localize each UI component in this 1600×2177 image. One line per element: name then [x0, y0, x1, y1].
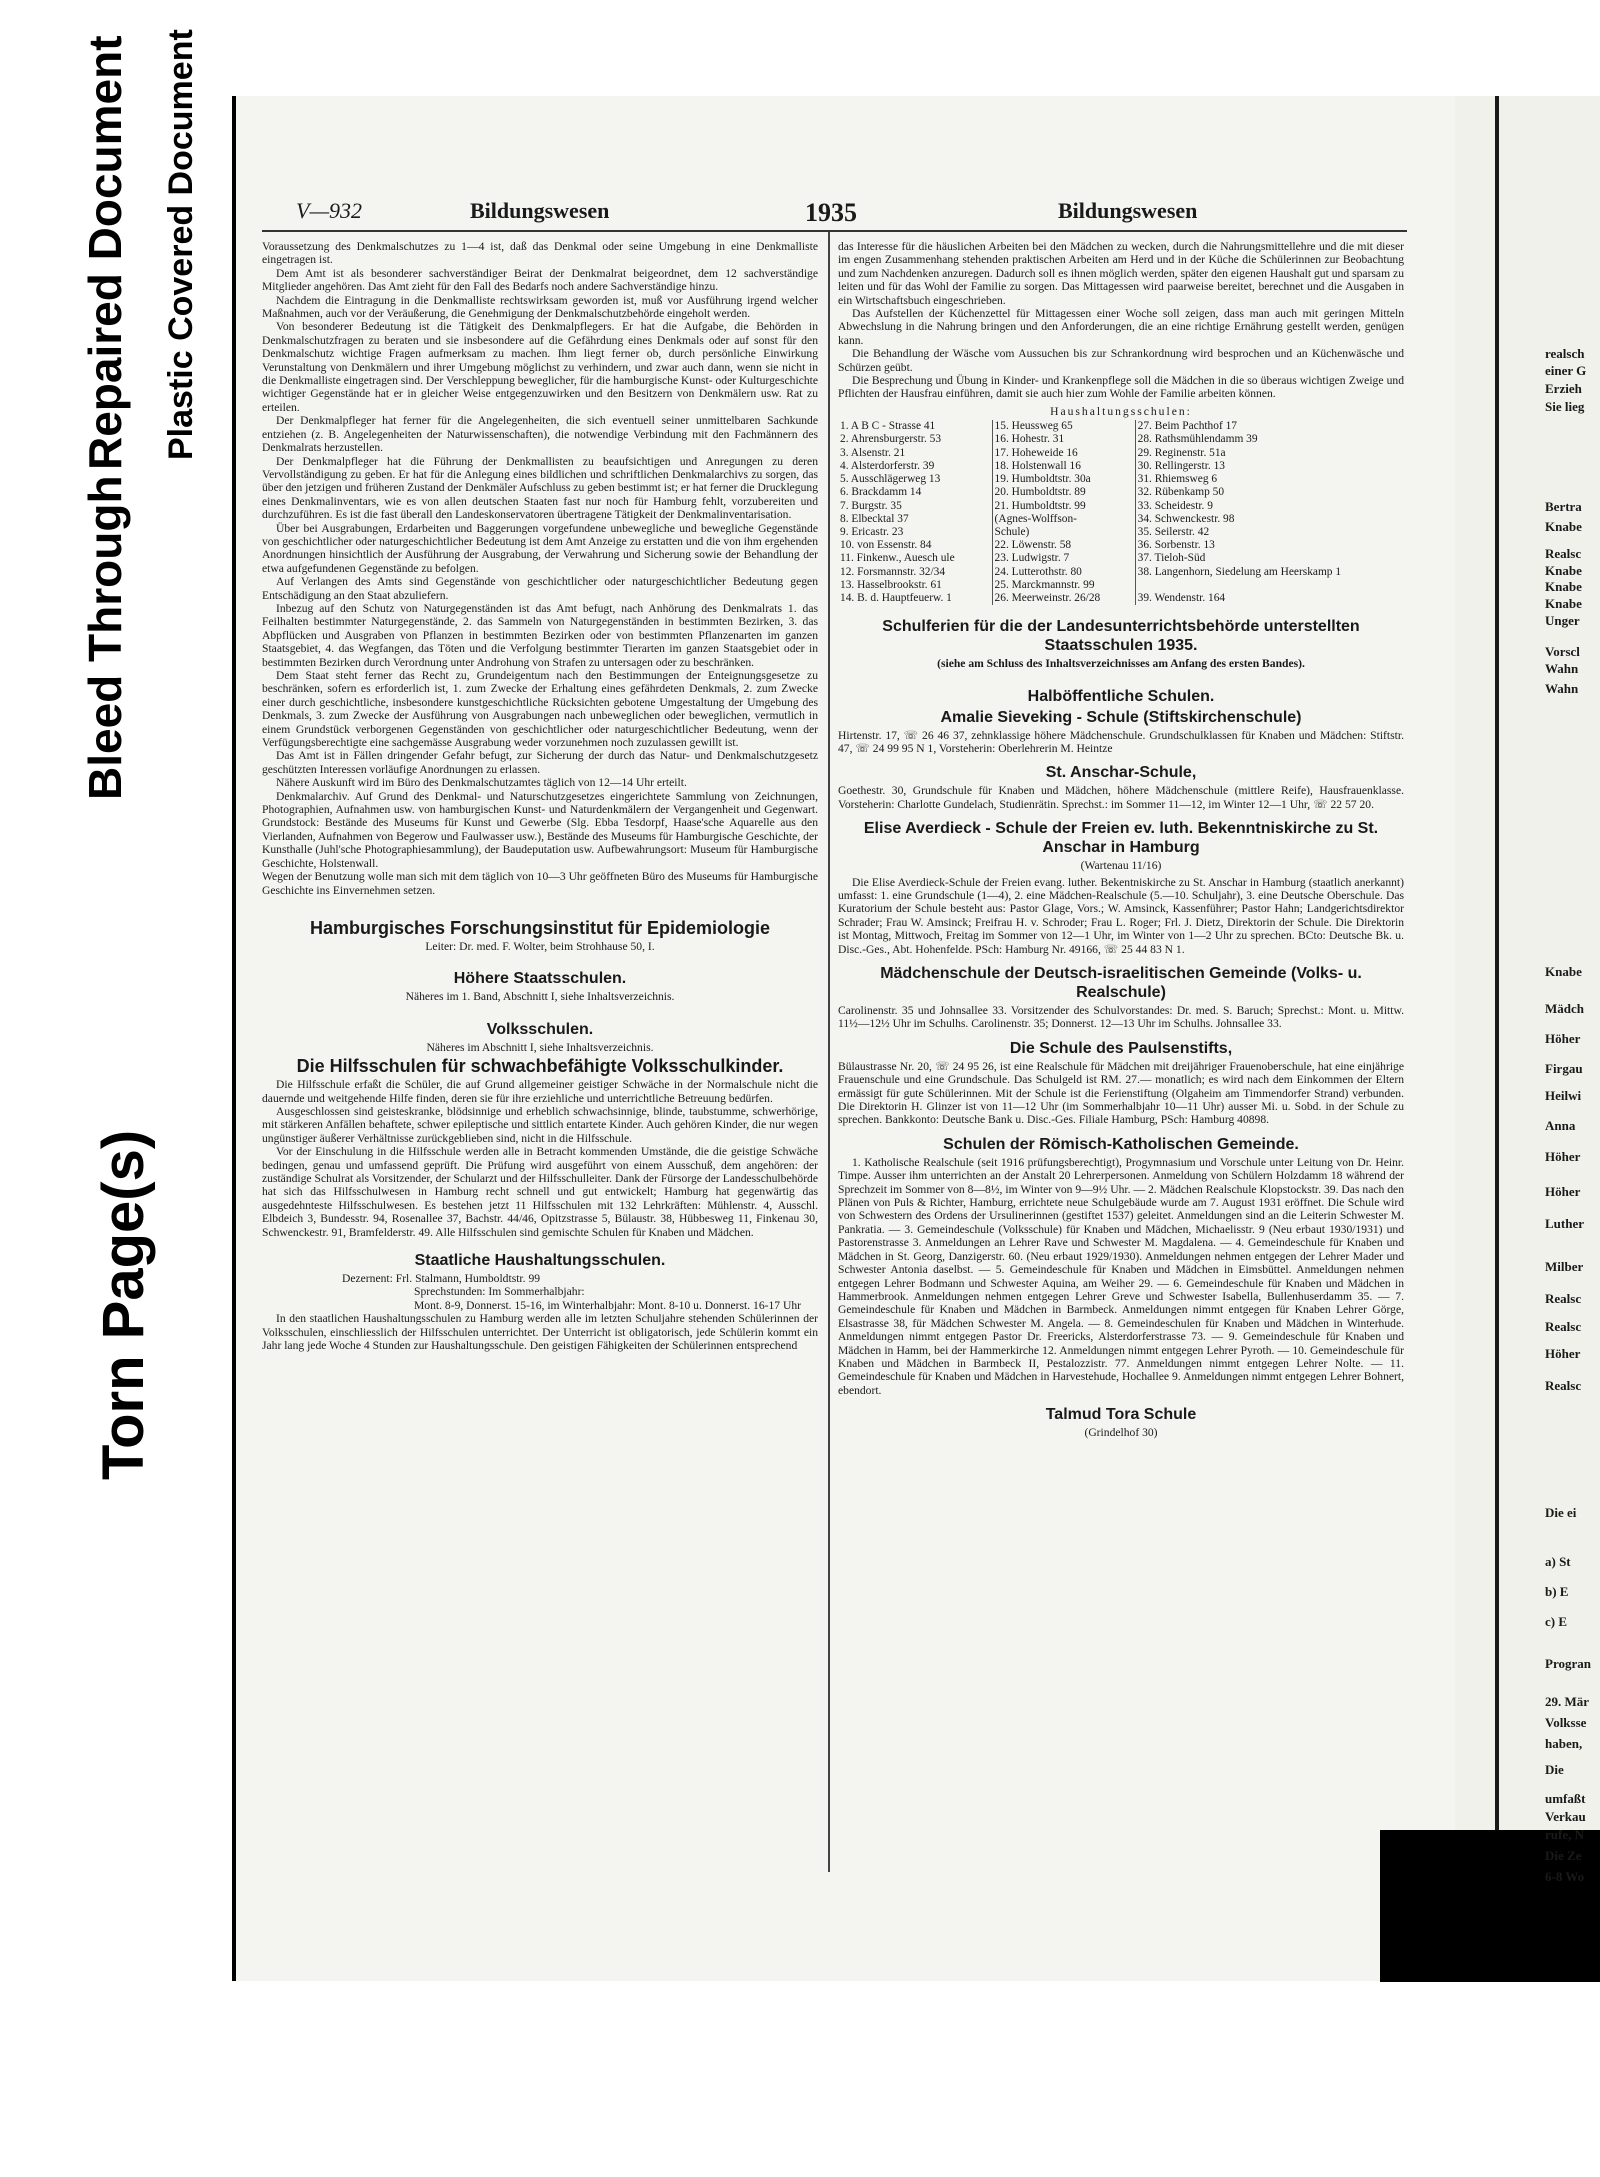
strip-fragment: Unger [1545, 613, 1580, 628]
table-cell: 8. Elbecktal 37 [840, 512, 909, 525]
paragraph: Von besonderer Bedeutung ist die Tätigkeit des Denkmalpflegers. Er hat die Aufgabe, die Behörden in Denkmalschutzfragen zu beraten und sie insbesondere auf die Gefährdung eines Denkmals oder auf sonst für den Denkmalschutz wichtige Fragen aufmerksam zu machen. Ihm liegt ferner ob, durch persönliche Einwirkung Verunstaltung von Denkmälern und ihrer Umgebung möglichst zu verhindern, und zwar auch dann, wenn sie nicht in die Denkmalliste eingetragen sind. Der Verschleppung beweglicher, für die hamburgische Kunst- oder Kulturgeschichte wichtiger Gegenstände hat er in gleicher Weise entgegenzuwirken und den Besitzern von Denkmälern usw. Rat zu erteilen. [262, 320, 818, 414]
table-cell: 30. Rellingerstr. 13 [1137, 459, 1225, 472]
paragraph: Ausgeschlossen sind geisteskranke, blödsinnige und erheblich schwachsinnige, blinde, taubstumme, schwerhörige, mit stärkeren Anfällen behaftete, schwer epileptische und sittlich entartete Kinder. Auch gehören Kinder, die nur wegen ungünstiger äußerer Verhältnisse zurückgeblieben sind, nicht in die Hilfsschule. [262, 1104, 818, 1145]
section-title-forschungsinstitut: Hamburgisches Forschungsinstitut für Epidemiologie [309, 917, 771, 938]
table-cell: 26. Meerweinstr. 26/28 [992, 592, 1135, 605]
dezernent-line: Dezernent: Frl. Stalmann, Humboldtstr. 99 [342, 1272, 541, 1285]
strip-fragment: Die Ze [1545, 1848, 1582, 1863]
paragraph: Über bei Ausgrabungen, Erdarbeiten und Baggerungen vorgefundene unbewegliche und bewegliche Gegenstände von geschichtlicher oder naturgeschichtlicher Bedeutung ist dem Amt Anzeige zu erstatten und die von ihm ergehenden Anordnungen hinsichtlich der Ausführung der Ausgrabung, der Verwahrung und Sicherung sowie der Behandlung der etwa aufgefundenen Gegenstände zu befolgen. [262, 521, 818, 575]
table-cell: 34. Schwenckestr. 98 [1137, 512, 1235, 525]
haushalt-table-title: Haushaltungsschulen: [1050, 404, 1192, 418]
table-row [838, 486, 1404, 499]
section-title-schulferien: Schulferien für die der Landesunterrichtsbehörde unterstellten Staatsschulen 1935. [882, 618, 1360, 655]
paragraph: Das Aufstellen der Küchenzettel für Mittagessen einer Woche soll zeigen, dass man auch mit geringen Mitteln Abwechslung in die Nahrung bringen und den Anforderungen, die an eine richtige Ernährung gestellt werden, genügen kann. [838, 307, 1404, 347]
section-subtitle: (siehe am Schluss des Inhaltsverzeichnisses am Anfang des ersten Bandes). [937, 657, 1305, 671]
table-cell: 28. Rathsmühlendamm 39 [1137, 433, 1258, 446]
paragraph: Das Amt ist in Fällen dringender Gefahr befugt, zur Sicherung der durch das Natur- und Denkmalschutzgesetz geschützten Interessen vorläufige Anordnungen zu erlassen. [262, 749, 818, 776]
school-title-paulsenstift: Die Schule des Paulsenstifts, [1009, 1039, 1233, 1057]
section-subtitle: (Grindelhof 30) [1084, 1426, 1158, 1440]
strip-fragment: Realsc [1545, 1378, 1582, 1393]
strip-fragment: 6-8 Wo [1545, 1869, 1585, 1884]
paragraph: Inbezug auf den Schutz von Naturgegenständen ist das Amt befugt, nach Anhörung des Denkmalrats 1. das Feilhalten bestimmter Naturgegenstände, 2. das Sammeln von Naturgegenständen in bestimmten Bezirken, 3. das Abpflücken und Ausgraben von Pflanzen in bestimmten Bezirken oder von bestimmten Pflanzenarten im ganzen Staatsgebiet, 4. das Wegfangen, das Töten und die Verfolgung bestimmter Tierarten im ganzen Staatsgebiet oder in bestimmten Bezirken durch Verordnung unter Androhung von Strafen zu untersagen oder zu beschränken. [262, 601, 818, 669]
strip-fragment: Sie lieg [1545, 399, 1585, 414]
column-divider [828, 232, 830, 1872]
paragraph: Auf Verlangen des Amts sind Gegenstände von geschichtlicher oder naturgeschichtlicher Bedeutung gegen Entschädigung an den Staat abzuliefern. [262, 575, 818, 602]
table-cell: 16. Hohestr. 31 [992, 433, 1135, 446]
paragraph: Goethestr. 30, Grundschule für Knaben und Mädchen, höhere Mädchenschule (mittlere Reife), Hausfrauenklasse. Vorsteherin: Charlotte Gundelach, Studienrätin. Sprechst.: im Sommer 11—12, im Winter 12—1 Uhr, ☏ 22 57 20. [838, 784, 1404, 811]
table-cell: 32. Rübenkamp 50 [1137, 486, 1225, 499]
page-year: 1935 [805, 198, 857, 227]
table-cell: 38. Langenhorn, Siedelung am Heerskamp 1 [1137, 565, 1342, 578]
paragraph: Dem Amt ist als besonderer sachverständiger Beirat der Denkmalrat beigeordnet, dem 12 sachverständige Mitglieder angehören. Das Amt zieht für den Fall des Bedarfs noch andere Sachverständige hinzu. [262, 266, 818, 294]
paragraph: In den staatlichen Haushaltungsschulen zu Hamburg werden alle im letzten Schuljahre stehenden Schülerinnen der Volksschulen, einschliesslich der Hilfsschulen unterrichtet. Der Unterricht ist obligatorisch, jede Schülerin kommt ein Jahr lang jede Woche 4 Stunden zur Haushaltungsschule. Den geistigen Fähigkeiten der Schülerinnen entsprechend [262, 1312, 818, 1353]
strip-fragment: c) E [1545, 1614, 1568, 1629]
table-cell: 39. Wendenstr. 164 [1137, 591, 1226, 604]
section-subtitle: (Wartenau 11/16) [1080, 859, 1162, 873]
table-cell: 19. Humboldtstr. 30a [992, 473, 1135, 486]
table-cell: 14. B. d. Hauptfeuerw. 1 [840, 591, 952, 604]
paragraph: Die Besprechung und Übung in Kinder- und Krankenpflege soll die Mädchen in die so überaus wichtigen Zweige und Pflichten der Hausfrau einführen, damit sie auch hier zum Wohle der Familie arbeiten können. [838, 374, 1404, 401]
paragraph: Hirtenstr. 17, ☏ 26 46 37, zehnklassige höhere Mädchenschule. Grundschulklassen für Knaben und Mädchen: Stiftstr. 47, ☏ 24 99 95 N 1, Vorsteherin: Oberlehrerin M. Heintze [838, 728, 1404, 755]
table-row [838, 526, 1404, 539]
sprechstunden-times: Mont. 8-9, Donnerst. 15-16, im Winterhalbjahr: Mont. 8-10 u. Donnerst. 16-17 Uhr [414, 1298, 802, 1312]
table-cell: 21. Humboldtstr. 99 [992, 500, 1135, 513]
table-cell: 18. Holstenwall 16 [992, 460, 1135, 473]
table-row [838, 460, 1404, 473]
page-reference: V—932 [296, 198, 362, 223]
paragraph: Voraussetzung des Denkmalschutzes zu 1—4 ist, daß das Denkmal oder seine Umgebung in eine Denkmalliste eingetragen ist. [262, 240, 818, 267]
table-cell: 10. von Essenstr. 84 [840, 539, 932, 552]
table-row [838, 566, 1404, 579]
paragraph: 1. Katholische Realschule (seit 1916 prüfungsberechtigt), Progymnasium und Vorschule unter Leitung von Dr. Heinr. Timpe. Ausser ihm unterrichten an der Anstalt 20 Lehrerpersonen. Anmeldung von Schülern Holzdamm 18 während der Sprechzeit im Sommer von 8—8½, im Winter von 9—9½ Uhr. — 2. Mädchen Realschule Klopstockstr. 39. Das nach den Plänen von Puls & Richter, Hamburg, errichtete neue Schulgebäude wurde am 7. August 1931 eröffnet. Die Schule wird von Schwestern des Ordens der Ursulinerinnen (gestiftet 1537) geleitet. Anmeldungen sind an die Leiterin Schwester M. Pankratia. — 3. Gemeindeschule (Volksschule) für Knaben und Mädchen, Michaelisstr. 9 (Neu erbaut 1930/1931) und Pastorenstrasse 3. Anmeldungen an Lehrer Rave und Schwester M. Magdalena. — 4. Gemeindeschule für Knaben und Mädchen in St. Georg, Danzigerstr. 60. (Neu erbaut 1929/1930). Anmeldungen nehmen entgegen der Lehrer Mader und Schwester Antonia daselbst. — 5. Gemeindeschule für Knaben und Mädchen in Eimsbüttel. Anmeldungen nehmen entgegen Lehrer Bodmann und Schwester Aquina, am Weiher 29. — 6. Gemeindeschule für Knaben und Mädchen in Hammerbrook. Anmeldungen nehmen entgegen Lehrer Greve und Schwester Isabella, Bullenhuserdamm 35. — 7. Gemeindeschule für Knaben und Mädchen in Barmbeck. Anmeldungen nimmt entgegen für Knaben Lehrer Görge, Elsastrasse 38, für Mädchen Schwester M. Angela. — 8. Gemeindeschulen für Knaben und Mädchen in Winterhude. Anmeldungen nimmt entgegen Pastor Dr. Freericks, Alsterdorferstrasse 73. — 9. Gemeindeschule für Knaben und Mädchen in Hamm, bei der Hammerkirche 12. Anmeldungen nimmt entgegen Lehrer Pyroth. — 10. Gemeindeschule für Knaben und Mädchen in Barmbeck II, Pestalozzistr. 77. Anmeldungen nimmt entgegen Lehrer Nolte. — 11. Gemeindeschule für Knaben und Mädchen in Harvestehude, Hochallee 9. Anmeldungen nimmt entgegen Lehrer Bohnert, ebendort. [838, 1155, 1404, 1397]
strip-fragment: Anna [1545, 1118, 1576, 1133]
table-row [838, 473, 1404, 486]
strip-fragment: Heilwi [1545, 1088, 1582, 1103]
label-plastic-covered: Plastic Covered Document [162, 29, 200, 460]
paragraph: Die Elise Averdieck-Schule der Freien evang. luther. Bekentniskirche zu St. Anschar in Hamburg (staatlich anerkannt) umfasst: 1. eine Grundschule (1—4), 2. eine Mädchen-Realschule (5.—10. Schuljahr), 3. eine Deutsche Oberschule. Das Kuratorium der Schule besteht aus: Pastor Glage, Vors.; W. Amsinck, Kassenführer; Pastor Hahn; Landgerichtsdirektor Schrader; Frau W. Amsinck; Freifrau H. v. Schroder; Frau L. Roger; Frl. J. Dietz, Direktorin der Schule. Die Direktorin ist Montag, Mittwoch, Freitag im Sommer von 12—1 Uhr, im Winter von 1—2 Uhr zu sprechen. BCto: Deutsche Bk. u. Disc.-Ges., Abt. Hohenfelde. PSch: Hamburg Nr. 49166, ☏ 25 44 83 N 1. [838, 875, 1404, 956]
table-cell: 6. Brackdamm 14 [840, 486, 922, 499]
table-cell: 27. Beim Pachthof 17 [1137, 420, 1237, 433]
strip-fragment: Wahn [1545, 661, 1579, 676]
section-title-volksschulen: Volksschulen. [486, 1020, 594, 1038]
table-cell: 4. Alsterdorferstr. 39 [840, 459, 935, 472]
table-cell: 24. Lutterothstr. 80 [992, 566, 1135, 579]
strip-fragment: umfaßt [1545, 1791, 1586, 1806]
table-cell: 9. Ericastr. 23 [840, 525, 904, 538]
paragraph: Dem Staat steht ferner das Recht zu, Grundeigentum nach den Bestimmungen der Enteignungsgesetze zu beschränken, sofern es erforderlich ist, 1. zum Zwecke der Erhaltung eines gefährdeten Denkmals, 2. zum Zwecke einer durch geschichtliche, insbesondere kunstgeschichtliche Rücksichten gebotene Umgestaltung der Umgebung des Denkmals, 3. zum Zwecke der Ausführung von Ausgrabungen nach unbeweglichen oder beweglichen, vermutlich in einem Grundstück verborgenen Gegenständen von geschichtlicher oder naturgeschichtlicher Bedeutung, wenn der Verfügungsberechtigte eine sachgemässe Ausgrabung weder vorzunehmen noch zuzulassen gewillt ist. [262, 669, 818, 750]
table-cell: 35. Seilerstr. 42 [1137, 525, 1210, 538]
strip-fragment: Firgau [1545, 1061, 1583, 1076]
table-cell: 22. Löwenstr. 58 [992, 539, 1135, 552]
table-cell: Schule) [992, 526, 1135, 539]
paragraph: Denkmalarchiv. Auf Grund des Denkmal- und Naturschutzgesetzes eingerichtete Sammlung von Zeichnungen, Photographien, Aufnahmen usw. von hamburgischen Kunst- und Naturdenkmälern der Vergangenheit und Gegenwart. Grundstock: Bestände des Museums für Kunst und Gewerbe (Slg. Ebba Tesdorpf, Haase'sche Aquarelle aus den Vierlanden, Aufnahmen von Begerow und Faulwasser usw.), Bestände des Museums für Hamburgische Geschichte, der Kunsthalle (Juhl'sche Photographiesammlung), der Baudeputation usw. Aufbewahrungsort: Museum für Hamburgische Geschichte, Holstenwall. [262, 789, 818, 870]
table-cell: 7. Burgstr. 35 [840, 499, 902, 512]
strip-fragment: Die [1545, 1762, 1564, 1777]
strip-fragment: Die ei [1545, 1505, 1577, 1520]
header-rule [262, 230, 1407, 232]
sprechstunden-line: Sprechstunden: Im Sommerhalbjahr: [414, 1285, 585, 1299]
strip-fragment: Wahn [1545, 681, 1579, 696]
right-column [838, 240, 1404, 1443]
table-cell: 36. Sorbenstr. 13 [1137, 539, 1215, 552]
table-row [838, 552, 1404, 565]
strip-fragment: Bertra [1545, 499, 1582, 514]
paragraph: das Interesse für die häuslichen Arbeiten bei den Mädchen zu wecken, durch die Nahrungsmittellehre und die mit dieser im engen Zusammenhang stehenden praktischen Arbeiten am Herd und in der Küche die Schülerinnen zur Beobachtung und zum Nachdenken anzuregen. Dadurch soll es ihnen möglich werden, später den eigenen Haushalt gut und sparsam zu leiten und für das Wohl der Familie zu sorgen. Das Mittagessen wird paarweise bereitet, berechnet und die Ausgaben in ein Wirtschaftsbuch eingeschrieben. [838, 240, 1404, 307]
strip-fragment: einer G [1545, 363, 1587, 378]
paragraph: Nachdem die Eintragung in die Denkmalliste rechtswirksam geworden ist, muß vor Ausführung irgend welcher Maßnahmen, auch vor der Veräußerung, die Genehmigung der Denkmalschutzbehörde eingeholt werden. [262, 293, 818, 321]
strip-fragment: Höher [1545, 1031, 1581, 1046]
strip-fragment: Höher [1545, 1149, 1581, 1164]
strip-fragment: Knabe [1545, 519, 1582, 534]
strip-fragment: Knabe [1545, 579, 1582, 594]
section-title-haushaltungsschulen: Staatliche Haushaltungsschulen. [414, 1252, 666, 1269]
strip-fragment: haben, [1545, 1736, 1583, 1751]
strip-fragment: rufe, N [1545, 1827, 1584, 1842]
table-cell: 23. Ludwigstr. 7 [992, 552, 1135, 565]
paragraph: Der Denkmalpfleger hat ferner für die Angelegenheiten, die sich eventuell seiner unmittelbaren Sachkunde entziehen (z. B. Angelegenheiten der Naturwissenschaften), die notwendige Verbindung mit den Fachmännern des Denkmalrats herzustellen. [262, 414, 818, 455]
strip-fragment: b) E [1545, 1584, 1569, 1599]
strip-fragment: a) St [1545, 1554, 1571, 1569]
table-cell: 29. Reginenstr. 51a [1137, 446, 1226, 459]
label-repaired-document: Repaired Document [79, 35, 131, 470]
table-cell: 3. Alsenstr. 21 [840, 446, 906, 459]
school-title-elise: Elise Averdieck - Schule der Freien ev. luth. Bekenntniskirche zu St. Anschar in Hamburg [863, 820, 1379, 857]
table-row [838, 500, 1404, 513]
left-running-title: Bildungswesen [470, 198, 610, 223]
table-cell: 12. Forsmannstr. 32/34 [840, 565, 946, 578]
section-subtitle: Näheres im Abschnitt I, siehe Inhaltsverzeichnis. [426, 1040, 654, 1054]
paragraph: Vor der Einschulung in die Hilfsschule werden alle in Betracht kommenden Umstände, die die geistige Schwäche bedingen, genau und umfassend geprüft. Die Prüfung wird ausgeführt von einem Ausschuß, dem angehören: der zuständige Schulrat als Vorsitzender, der Schularzt und der Hilfsschulleiter. Dank der Fürsorge der Landesschulbehörde hat sich das Hilfsschulwesen in Hamburg recht schnell und gut entwickelt; Hamburg hat gegenwärtig das ausgedehnteste Hilfsschulwesen. Es bestehen jetzt 11 Hilfsschulen mit 132 Lehrkräften: Mühlenstr. 4, Ausschl. Elbdeich 3, Bundesstr. 94, Rosenallee 37, Bachstr. 44/46, Opitzstrasse 5, Bülaustr. 38, Hübbesweg 11, Finkenau 30, Schwenckestr. 91, Bramfelderstr. 49. Alle Hilfsschulen sind gemischte Schulen für Knaben und Mädchen. [262, 1145, 818, 1239]
table-cell: 1. A B C - Strasse 41 [840, 420, 936, 433]
table-row [838, 592, 1404, 605]
section-title-hilfsschulen: Die Hilfsschulen für schwachbefähigte Volksschulkinder. [296, 1056, 784, 1077]
table-cell: 13. Hasselbrookstr. 61 [840, 578, 942, 591]
section-title-katholisch: Schulen der Römisch-Katholischen Gemeinde. [943, 1135, 1299, 1153]
paragraph: Der Denkmalpfleger hat die Führung der Denkmallisten zu beaufsichtigen und Anregungen zu deren Vervollständigung zu geben. Er hat für die Anlegung eines bildlichen und schriftlichen Denkmalarchivs zu sorgen, das über den jetzigen und früheren Zustand der Denkmäler Aufschluss zu geben bestimmt ist; er hat ferner die Drucklegung eines Denkmalinventars, wie es von allen deutschen Staaten fast nur noch für Hamburg fehlt, vorzubereiten und durchzuführen. Es ist die fast überall den Landeskonservatoren übertragene Tätigkeit der Denkmalinventarisation. [262, 454, 818, 522]
strip-fragment: Erzieh [1545, 381, 1582, 396]
strip-fragment: Mädch [1545, 1001, 1584, 1016]
paragraph: Carolinenstr. 35 und Johnsallee 33. Vorsitzender des Schulvorstandes: Dr. med. S. Baruch; Sprechst.: Mont. u. Mittw. 11½—12½ Uhr im Schulhs. Carolinenstr. 35; Donnerst. 12—13 Uhr im Schulhs. Johnsallee 33. [838, 1004, 1404, 1031]
strip-fragment: realsch [1545, 346, 1585, 361]
table-row [838, 539, 1404, 552]
paragraph: Die Hilfsschule erfaßt die Schüler, die auf Grund allgemeiner geistiger Schwäche in der Normalschule nicht die dauernde und weitgehende Hilfe finden, deren sie für ihre erziehliche und unterrichtliche Betreuung bedürfen. [262, 1078, 818, 1105]
table-cell: 20. Humboldtstr. 89 [992, 486, 1135, 499]
strip-fragment: Knabe [1545, 964, 1582, 979]
strip-fragment: Verkau [1545, 1809, 1586, 1824]
school-title-anschar: St. Anschar-Schule, [1045, 764, 1197, 782]
table-cell: 5. Ausschlägerweg 13 [840, 473, 941, 486]
section-title-halboeffentliche: Halböffentliche Schulen. [1027, 687, 1215, 705]
table-cell: 31. Rhiemsweg 6 [1137, 473, 1218, 486]
section-subtitle: Näheres im 1. Band, Abschnitt I, siehe Inhaltsverzeichnis. [405, 990, 675, 1004]
strip-fragment: Vorscl [1545, 644, 1580, 659]
school-title-talmud-tora: Talmud Tora Schule [1045, 1406, 1197, 1424]
strip-fragment: Realsc [1545, 1319, 1582, 1334]
strip-fragment: Progran [1545, 1656, 1591, 1671]
strip-fragment: Realsc [1545, 1291, 1582, 1306]
page-gutter [1495, 96, 1499, 1981]
paragraph: Bülaustrasse Nr. 20, ☏ 24 95 26, ist eine Realschule für Mädchen mit dreijähriger Frauenoberschule, hat eine einjährige Frauenschule und eine Grundschule. Das Schulgeld ist RM. 27.— monatlich; es wird nach dem Einkommen der Eltern ermässigt für gute Schülerinnen. Mit der Schule ist die Ferienstiftung (Olgaheim am Timmendorfer Strand) verbunden. Die Direktorin H. Glinzer ist von 11—12 Uhr (im Sommerhalbjahr 10—11 Uhr) ausser Mi. u. Sobd. in der Schule zu sprechen. Bankkonto: Deutsche Bank u. Disc.-Ges. Filiale Hamburg, PSch: Hamburg 40898. [838, 1059, 1404, 1127]
strip-fragment: Milber [1545, 1259, 1584, 1274]
strip-fragment: Luther [1545, 1216, 1584, 1231]
table-row [838, 433, 1404, 446]
paragraph: Wegen der Benutzung wolle man sich mit dem täglich von 10—3 Uhr geöffneten Büro des Museums für Hamburgische Geschichte ins Einvernehmen setzen. [262, 870, 818, 897]
table-cell: 15. Heussweg 65 [992, 420, 1135, 433]
table-cell [1135, 579, 1404, 592]
label-torn-pages: Torn Page(s) [91, 1129, 156, 1480]
paragraph: Nähere Auskunft wird im Büro des Denkmalschutzamtes täglich von 12—14 Uhr erteilt. [276, 776, 687, 790]
label-bleed-through: Bleed Through [79, 475, 131, 800]
table-cell: 37. Tieloh-Süd [1137, 552, 1206, 565]
table-cell: 17. Hoheweide 16 [992, 447, 1135, 460]
table-row [838, 420, 1404, 433]
right-running-title: Bildungswesen [1058, 198, 1198, 223]
strip-fragment: Knabe [1545, 563, 1582, 578]
table-cell: 25. Marckmannstr. 99 [992, 579, 1135, 592]
table-cell: (Agnes-Wolffson- [992, 513, 1135, 526]
table-row [838, 513, 1404, 526]
school-title-israelitisch: Mädchenschule der Deutsch-israelitischen Gemeinde (Volks- u. Realschule) [880, 965, 1362, 1001]
paragraph: Die Behandlung der Wäsche vom Aussuchen bis zur Schrankordnung wird besprochen und an Küchenwäsche und Schürzen geübt. [838, 347, 1404, 374]
left-column [262, 240, 818, 1352]
table-cell: 2. Ahrensburgerstr. 53 [840, 433, 942, 446]
strip-fragment: Höher [1545, 1184, 1581, 1199]
table-row [838, 579, 1404, 592]
haushalt-table [838, 420, 1404, 605]
strip-fragment: Höher [1545, 1346, 1581, 1361]
strip-fragment: 29. Mär [1545, 1694, 1590, 1709]
table-cell: 33. Scheidestr. 9 [1137, 499, 1213, 512]
section-title-hoehere: Höhere Staatsschulen. [453, 970, 627, 988]
strip-fragment: Knabe [1545, 596, 1582, 611]
school-title-amalie: Amalie Sieveking - Schule (Stiftskirchenschule) [940, 708, 1302, 726]
strip-fragment: Volksse [1545, 1715, 1587, 1730]
section-subtitle: Leiter: Dr. med. F. Wolter, beim Strohhause 50, I. [425, 939, 655, 953]
table-row [838, 447, 1404, 460]
table-cell: 11. Finkenw., Auesch ule [840, 552, 955, 565]
strip-fragment: Realsc [1545, 546, 1582, 561]
